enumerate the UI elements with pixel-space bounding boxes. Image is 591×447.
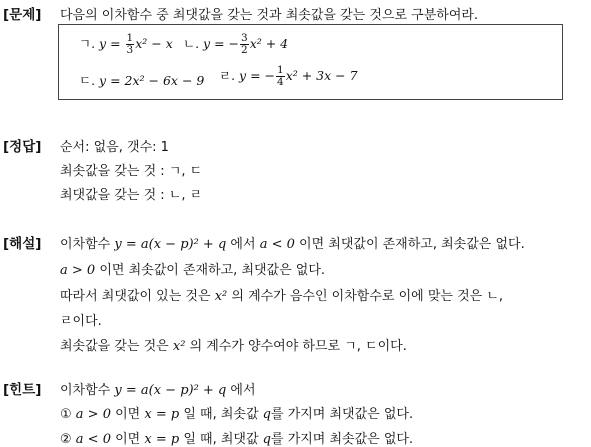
hint-item-1-text-a: 이면 [115,407,141,422]
answer-line-2: 최솟값을 갖는 것 : ㄱ, ㄷ [60,164,203,179]
explanation-line-1 [60,233,525,252]
answer-line-1: 순서: 없음, 갯수: 1 [60,140,169,155]
hint-item-2-xeq: x = p [144,432,180,447]
hint-l1-text-b: 에서 [230,383,256,398]
hint-tag: [힌트] [3,382,42,398]
hint-item-1-condition: a > 0 [75,407,111,422]
option-1-pre: y = [99,36,125,51]
hint-item-1-mark: ① [60,407,72,422]
hint-l1-formula: y = a(x − p)² + q [114,383,227,398]
explanation-l3-text-a: 따라서 최댓값이 있는 것은 [60,289,211,304]
hint-item-2-q: q [262,432,271,447]
hint-item-2-text-a: 이면 [115,432,141,447]
explanation-l5-math: x² [172,339,186,354]
option-4-post: x² + 3x − 7 [285,68,358,83]
option-3 [79,71,204,89]
option-2-num: 3 [241,32,248,44]
hint-line-1 [60,379,256,398]
option-4-pre: y = − [239,68,276,83]
hint-l1-text-a: 이차함수 [60,383,111,398]
option-1-label: ㄱ. [79,36,96,51]
option-2-den: 2 [241,44,248,56]
explanation-line-4: ㄹ이다. [60,314,102,329]
explanation-line-3 [60,285,503,304]
hint-item-2-mark: ② [60,432,72,447]
options-box [58,24,563,100]
explanation-l5-text-b: 의 계수가 양수여야 하므로 ㄱ, ㄷ이다. [189,339,407,354]
answer-tag: [정답] [3,139,42,155]
option-2-frac [240,33,249,56]
explanation-l1-text-a: 이차함수 [60,237,111,252]
option-1-post: x² − x [135,36,173,51]
explanation-tag: [해설] [3,236,42,252]
option-2-label: ㄴ. [183,36,200,51]
explanation-l5-text-a: 최솟값을 갖는 것은 [60,339,169,354]
option-4-den: 4 [277,76,284,88]
option-3-pre: y = 2x² − 6x − 9 [99,73,205,88]
option-1-frac [126,33,135,56]
explanation-l1-text-b: 에서 [230,237,256,252]
option-1 [79,33,173,56]
option-4-frac [276,65,285,88]
option-1-den: 3 [126,44,134,56]
explanation-line-5 [60,335,407,354]
explanation-line-2 [60,259,325,278]
option-3-label: ㄷ. [79,73,96,88]
option-4 [219,65,358,88]
hint-item-2-condition: a < 0 [75,432,111,447]
hint-item-1-q: q [262,407,271,422]
hint-item-1-xeq: x = p [144,407,180,422]
explanation-l1-condition: a < 0 [259,237,295,252]
explanation-l3-text-b: 의 계수가 음수인 이차함수로 이에 맞는 것은 ㄴ, [231,289,504,304]
option-2-post: x² + 4 [249,36,289,51]
hint-item-2-text-c: 를 가지며 최솟값은 없다. [271,432,414,447]
option-2-pre: y = − [203,36,240,51]
hint-item-1-text-b: 일 때, 최솟값 [183,407,259,422]
explanation-l2-text: 이면 최솟값이 존재하고, 최댓값은 없다. [99,263,326,278]
problem-tag: [문제] [3,7,42,23]
option-4-label: ㄹ. [219,68,236,83]
explanation-l1-formula: y = a(x − p)² + q [114,237,227,252]
explanation-l2-condition: a > 0 [60,263,96,278]
option-1-num: 1 [126,32,134,44]
option-2 [183,33,288,56]
hint-item-1 [60,403,413,422]
hint-item-2 [60,428,413,447]
explanation-l3-math: x² [214,289,228,304]
hint-item-2-text-b: 일 때, 최댓값 [183,432,259,447]
option-4-num: 1 [277,64,284,76]
hint-item-1-text-c: 를 가지며 최댓값은 없다. [271,407,414,422]
problem-text: 다음의 이차함수 중 최댓값을 갖는 것과 최솟값을 갖는 것으로 구분하여라. [60,8,479,23]
explanation-l1-text-c: 이면 최댓값이 존재하고, 최솟값은 없다. [299,237,525,252]
answer-line-3: 최댓값을 갖는 것 : ㄴ, ㄹ [60,188,203,203]
